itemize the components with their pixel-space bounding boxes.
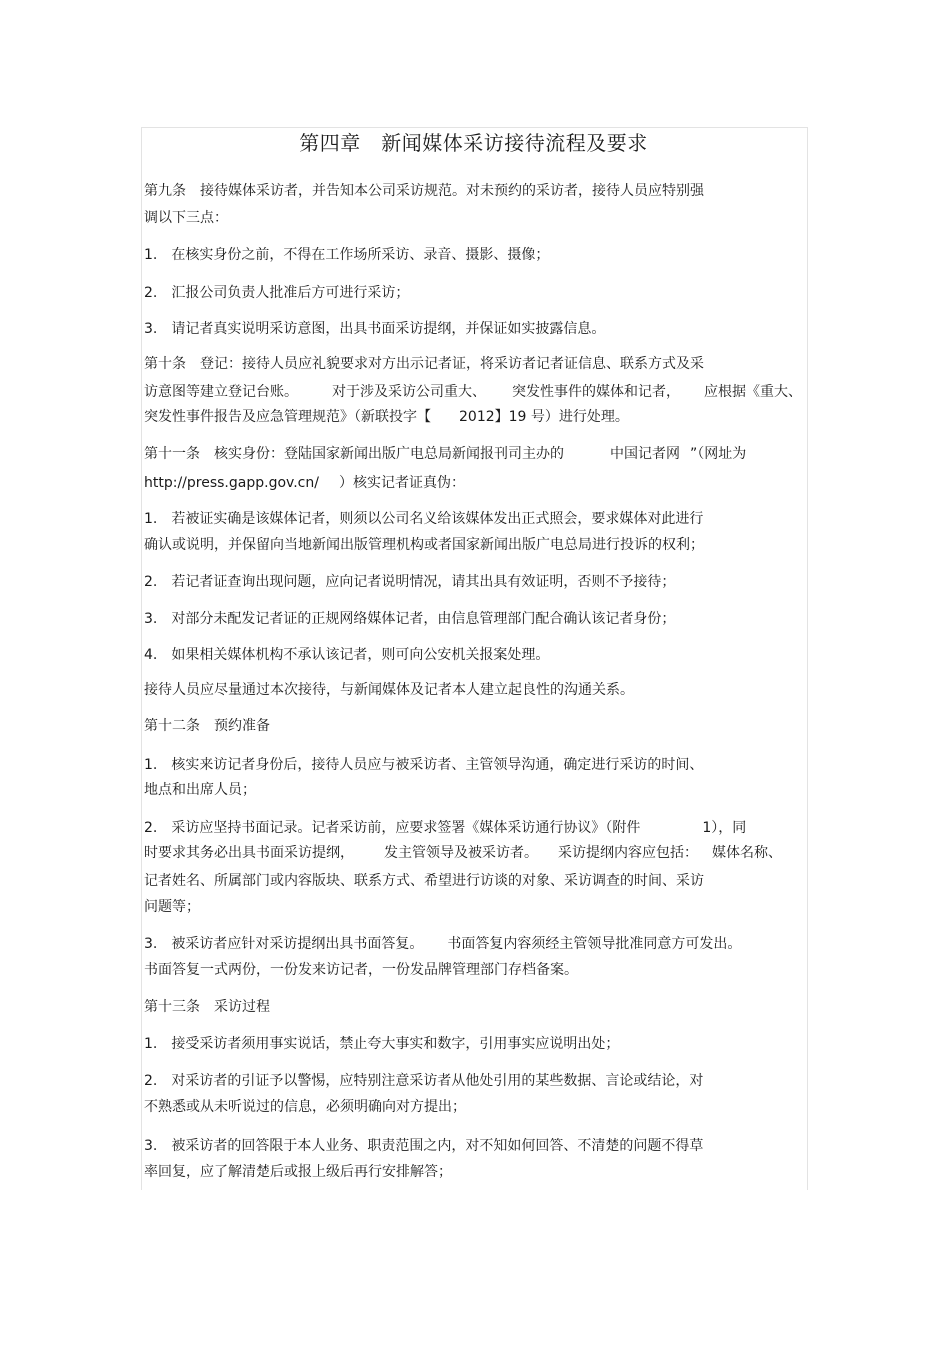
article-10-line-1: 第十条 登记：接待人员应礼貌要求对方出示记者证，将采访者记者证信息、联系方式及采 (144, 356, 704, 372)
text-segment: 1），同 (702, 820, 747, 836)
article-9-line-1: 第九条 接待媒体采访者，并告知本公司采访规范。对未预约的采访者，接待人员应特别强 (144, 183, 704, 199)
article-11-closing: 接待人员应尽量通过本次接待，与新闻媒体及记者本人建立起良性的沟通关系。 (144, 682, 634, 698)
article-11-item-1-line-1: 1. 若被证实确是该媒体记者，则须以公司名义给该媒体发出正式照会，要求媒体对此进行 (144, 511, 704, 527)
text-segment: 媒体名称、 (712, 845, 782, 861)
text-segment: ）核实记者证真伪： (338, 475, 465, 491)
article-11-item-2: 2. 若记者证查询出现问题，应向记者说明情况，请其出具有效证明，否则不予接待； (144, 574, 676, 590)
text-segment: 第十一条 核实身份：登陆国家新闻出版广电总局新闻报刊司主办的 (144, 446, 564, 462)
article-12-item-1-line-1: 1. 核实来访记者身份后，接待人员应与被采访者、主管领导沟通，确定进行采访的时间、 (144, 757, 704, 773)
text-segment: 访意图等建立登记台账。 (144, 384, 298, 400)
article-11-line-2 (144, 473, 465, 493)
text-segment: 突发性事件报告及应急管理规范》（新联投字【 (144, 409, 431, 425)
text-segment: 2012】19 号）进行处理。 (459, 409, 629, 425)
text-segment: 采访提纲内容应包括： (558, 845, 698, 861)
text-segment: 发主管领导及被采访者。 (384, 845, 538, 861)
article-12-item-3-line-1 (144, 934, 741, 954)
text-segment: 2. 采访应坚持书面记录。记者采访前，应要求签署《媒体采访通行协议》（附件 (144, 820, 641, 836)
article-9-line-2: 调以下三点： (144, 210, 228, 226)
article-9-item-2: 2. 汇报公司负责人批准后方可进行采访； (144, 285, 410, 301)
article-13-heading: 第十三条 采访过程 (144, 999, 270, 1015)
article-13-item-1: 1. 接受采访者须用事实说话，禁止夸大事实和数字，引用事实应说明出处； (144, 1036, 620, 1052)
article-12-item-2-line-4: 问题等； (144, 899, 200, 915)
article-11-line-1 (144, 444, 746, 464)
text-segment: 对于涉及采访公司重大、 (332, 384, 486, 400)
article-11-item-3: 3. 对部分未配发记者证的正规网络媒体记者，由信息管理部门配合确认该记者身份； (144, 611, 676, 627)
text-segment: 中国记者网 (610, 446, 680, 462)
article-13-item-3-line-1: 3. 被采访者的回答限于本人业务、职责范围之内，对不知如何回答、不清楚的问题不得草 (144, 1138, 704, 1154)
text-segment: 书面答复内容须经主管领导批准同意方可发出。 (447, 936, 742, 952)
website-url: http://press.gapp.gov.cn/ (144, 475, 319, 491)
article-13-item-2-line-2: 不熟悉或从未听说过的信息，必须明确向对方提出； (144, 1099, 466, 1115)
article-11-item-1-line-2: 确认或说明，并保留向当地新闻出版管理机构或者国家新闻出版广电总局进行投诉的权利； (144, 537, 704, 553)
chapter-title: 第四章 新闻媒体采访接待流程及要求 (299, 131, 648, 155)
article-12-item-1-line-2: 地点和出席人员； (144, 782, 256, 798)
text-segment: 3. 被采访者应针对采访提纲出具书面答复。 (144, 936, 424, 952)
article-9-item-1: 1. 在核实身份之前，不得在工作场所采访、录音、摄影、摄像； (144, 247, 550, 263)
article-9-item-3: 3. 请记者真实说明采访意图，出具书面采访提纲，并保证如实披露信息。 (144, 321, 606, 337)
article-12-item-2-line-3: 记者姓名、所属部门或内容版块、联系方式、希望进行访谈的对象、采访调查的时间、采访 (144, 873, 704, 889)
text-segment: 应根据《重大、 (704, 384, 802, 400)
article-10-line-3 (144, 407, 629, 427)
article-12-heading: 第十二条 预约准备 (144, 718, 270, 734)
text-segment: ”（网址为 (690, 446, 747, 462)
article-10-line-2 (144, 382, 802, 402)
article-11-item-4: 4. 如果相关媒体机构不承认该记者，则可向公安机关报案处理。 (144, 647, 550, 663)
article-13-item-2-line-1: 2. 对采访者的引证予以警惕，应特别注意采访者从他处引用的某些数据、言论或结论，对 (144, 1073, 704, 1089)
text-segment: 突发性事件的媒体和记者， (512, 384, 680, 400)
article-13-item-3-line-2: 率回复，应了解清楚后或报上级后再行安排解答； (144, 1164, 452, 1180)
text-segment: 时要求其务必出具书面采访提纲， (144, 845, 354, 861)
article-12-item-2-line-1 (144, 818, 746, 838)
article-12-item-3-line-2: 书面答复一式两份，一份发来访记者，一份发品牌管理部门存档备案。 (144, 962, 578, 978)
article-12-item-2-line-2 (144, 843, 782, 863)
